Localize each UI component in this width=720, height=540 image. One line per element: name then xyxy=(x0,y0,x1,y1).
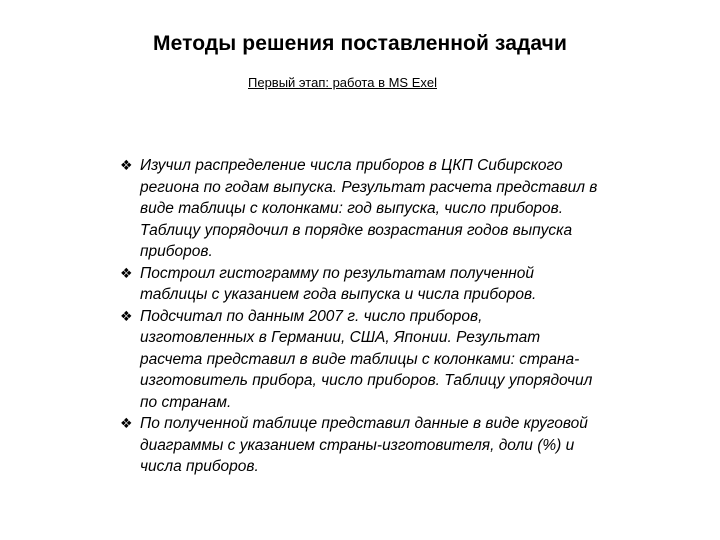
diamond-bullet-icon: ❖ xyxy=(120,307,133,324)
bullet-text: Изучил распределение числа приборов в ЦКП Сибирского региона по годам выпуска. Результат расчета представил в виде таблицы с колонками: год выпуска, число приборов. Таблицу упорядочил в порядке возрастания годов выпуска приборов. xyxy=(140,157,598,260)
bullet-item xyxy=(120,306,600,414)
diamond-bullet-icon: ❖ xyxy=(120,157,133,173)
bullet-text: По полученной таблице представил данные в виде круговой диаграммы с указанием страны-изготовителя, доли (%) и числа приборов. xyxy=(140,415,588,475)
bullet-list xyxy=(120,155,600,478)
bullet-item xyxy=(120,413,600,478)
bullet-item xyxy=(120,155,600,263)
slide-subtitle: Первый этап: работа в MS Exel xyxy=(248,75,437,90)
bullet-text: Построил гистограмму по результатам полученной таблицы с указанием года выпуска и числа приборов. xyxy=(140,264,537,303)
diamond-bullet-icon: ❖ xyxy=(120,415,133,431)
bullet-text: Подсчитал по данным 2007 г. число приборов, изготовленных в Германии, США, Японии. Результат расчета представил в виде таблицы с колонками: страна-изготовитель прибора, число приборов. Таблицу упорядочил по странам. xyxy=(140,307,593,411)
slide-title: Методы решения поставленной задачи xyxy=(153,32,567,55)
bullet-item xyxy=(120,263,600,306)
diamond-bullet-icon: ❖ xyxy=(120,264,133,281)
